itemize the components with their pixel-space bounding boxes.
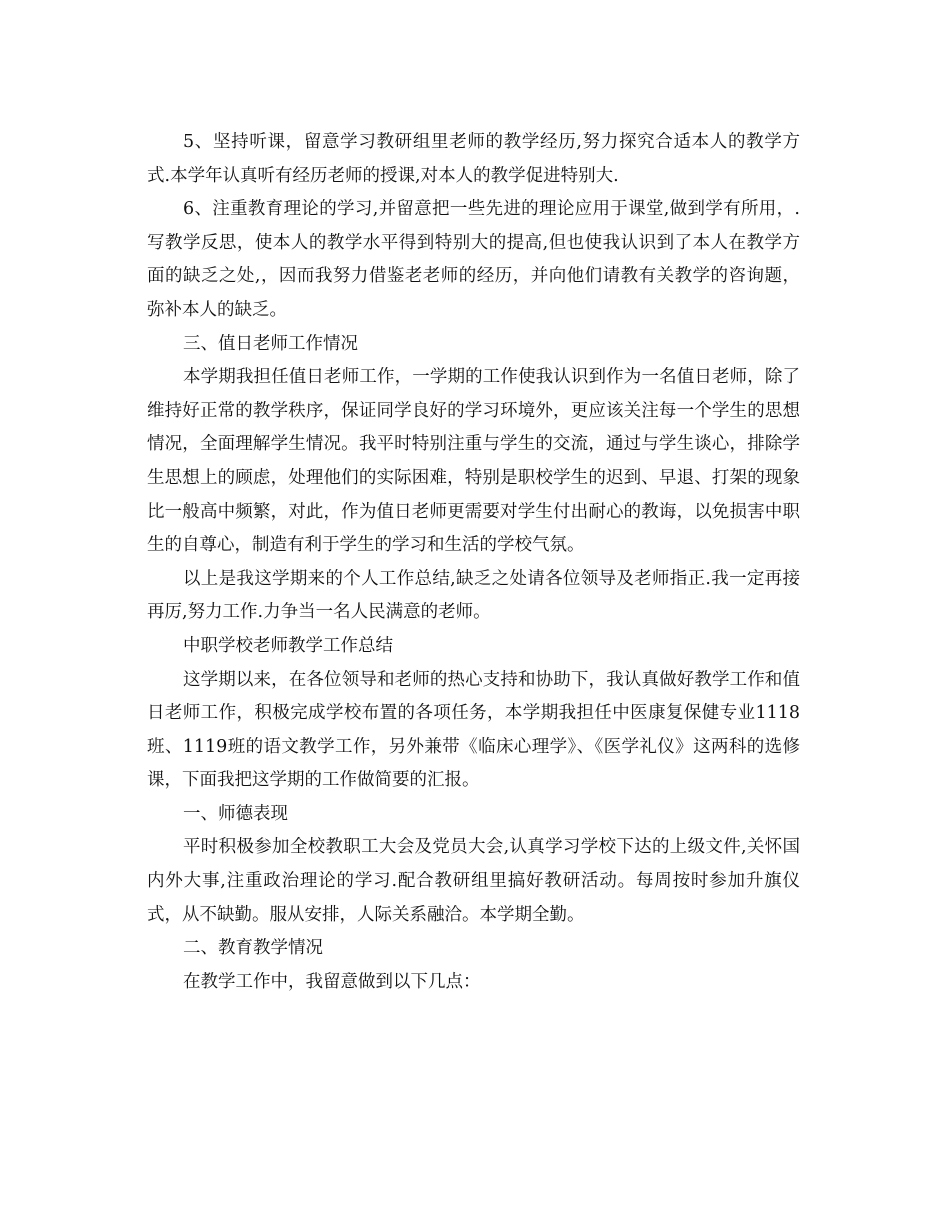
section-heading-duty-teacher: 三、值日老师工作情况 [183,333,358,354]
paragraph-intro: 这学期以来，在各位领导和老师的热心支持和协助下，我认真做好教学工作和值日老师工作，积极完成学校布置的各项任务，本学期我担任中医康复保健专业1118班、1119班的语文教学工作，另外兼带《临床心理学》、《医学礼仪》这两科的选修课，下面我把这学期的工作做简要的汇报。 [147,669,800,791]
paragraph-ethics: 平时积极参加全校教职工大会及党员大会,认真学习学校下达的上级文件,关怀国内外大事,注重政治理论的学习.配合教研组里搞好教研活动。每周按时参加升旗仪式，从不缺勤。服从安排，人际关系融洽。本学期全勤。 [147,837,800,925]
document-title: 中职学校老师教学工作总结 [183,635,393,656]
paragraph-teaching-intro: 在教学工作中，我留意做到以下几点： [183,971,481,992]
paragraph-summary-closing: 以上是我这学期来的个人工作总结,缺乏之处请各位领导及老师指正.我一定再接再厉,努力工作.力争当一名人民满意的老师。 [147,568,800,623]
paragraph-duty-teacher: 本学期我担任值日老师工作，一学期的工作使我认识到作为一名值日老师，除了维持好正常的教学秩序，保证同学良好的学习环境外，更应该关注每一个学生的思想情况，全面理解学生情况。我平时特别注重与学生的交流，通过与学生谈心，排除学生思想上的顾虑，处理他们的实际困难，特别是职校学生的迟到、早退、打架的现象比一般高中频繁，对此，作为值日老师更需要对学生付出耐心的教诲，以免损害中职生的自尊心，制造有利于学生的学习和生活的学校气氛。 [147,367,800,556]
paragraph-item-5: 5、坚持听课，留意学习教研组里老师的教学经历,努力探究合适本人的教学方式.本学年认真听有经历老师的授课,对本人的教学促进特别大. [147,132,800,186]
paragraph-item-6: 6、注重教育理论的学习,并留意把一些先进的理论应用于课堂,做到学有所用，.写教学反思，使本人的教学水平得到特别大的提高,但也使我认识到了本人在教学方面的缺乏之处,，因而我努力借鉴老老师的经历，并向他们请教有关教学的咨询题，弥补本人的缺乏。 [147,199,800,320]
section-heading-ethics: 一、师德表现 [183,803,288,824]
section-heading-teaching: 二、教育教学情况 [183,938,323,959]
